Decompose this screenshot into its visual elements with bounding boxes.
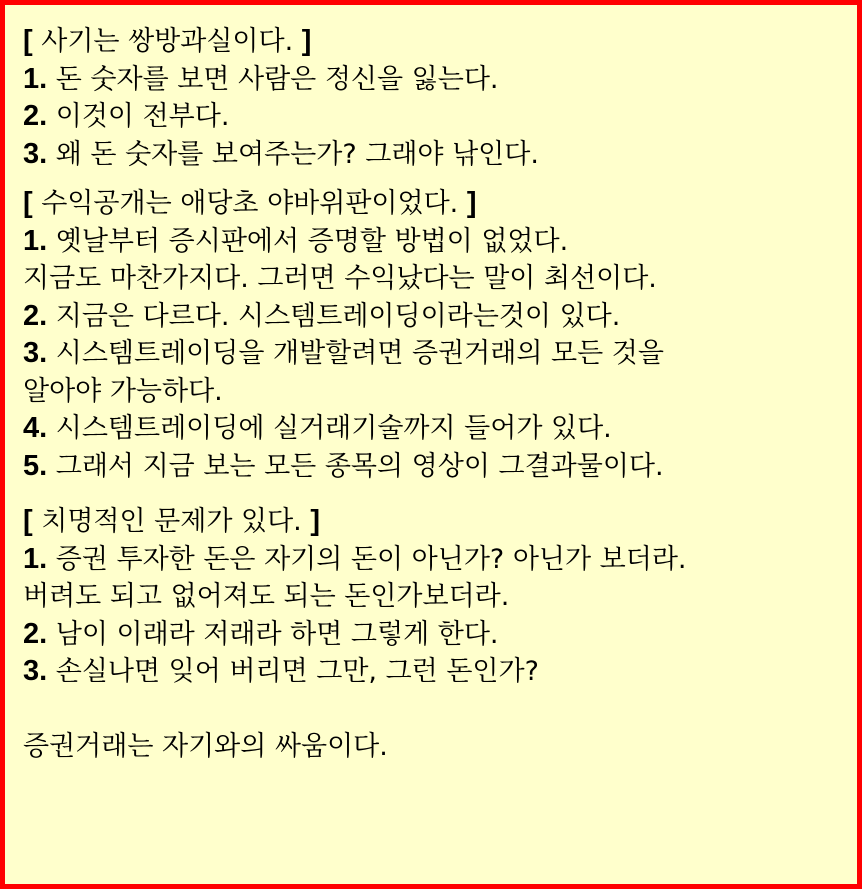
list-item: 1. 옛날부터 증시판에서 증명할 방법이 없었다. [23, 224, 569, 257]
list-item: 3. 시스템트레이딩을 개발할려면 증권거래의 모든 것을 [23, 337, 664, 369]
closing-statement: 증권거래는 자기와의 싸움이다. [23, 731, 388, 762]
list-item: 1. 돈 숫자를 보면 사람은 정신을 잃는다. [23, 62, 499, 95]
list-item: 2. 남이 이래라 저래라 하면 그렇게 한다. [23, 617, 499, 650]
list-item: 지금도 마찬가지다. 그러면 수익났다는 말이 최선이다. [23, 263, 657, 294]
section-heading: [ 치명적인 문제가 있다. ] [23, 505, 321, 537]
list-item: 2. 지금은 다르다. 시스템트레이딩이라는것이 있다. [23, 299, 621, 332]
list-item: 알아야 가능하다. [23, 375, 223, 407]
note-content [23, 23, 839, 766]
list-item: 5. 그래서 지금 보는 모든 종목의 영상이 그결과물이다. [23, 449, 664, 482]
section-heading: [ 사기는 쌍방과실이다. ] [23, 25, 312, 57]
list-item: 4. 시스템트레이딩에 실거래기술까지 들어가 있다. [23, 412, 612, 444]
list-item: 버려도 되고 없어져도 되는 돈인가보더라. [23, 581, 510, 612]
list-item: 3. 손실나면 잊어 버리면 그만, 그런 돈인가? [23, 655, 539, 687]
list-item: 1. 증권 투자한 돈은 자기의 돈이 아닌가? 아닌가 보더라. [23, 542, 687, 575]
list-item: 2. 이것이 전부다. [23, 100, 230, 132]
list-item: 3. 왜 돈 숫자를 보여주는가? 그래야 낚인다. [23, 137, 539, 170]
section-heading: [ 수익공개는 애당초 야바위판이었다. ] [23, 187, 477, 219]
